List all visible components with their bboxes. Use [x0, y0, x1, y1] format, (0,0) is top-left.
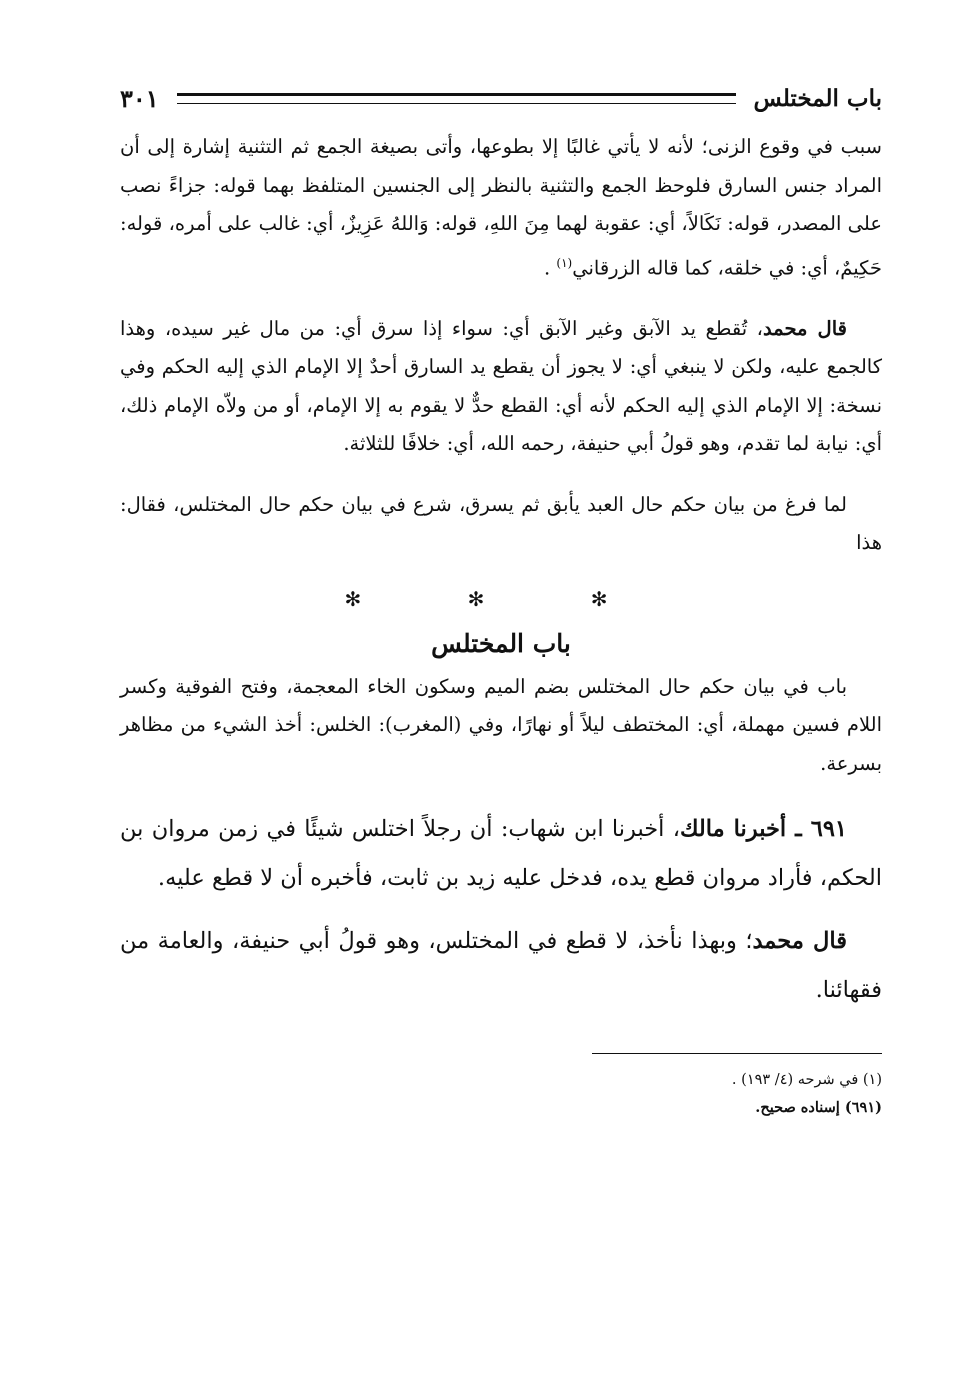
footnote-2: (٦٩١) إسناده صحيح.	[755, 1099, 882, 1116]
section-title: باب المختلس	[431, 628, 571, 658]
section-intro: باب في بيان حكم حال المختلس بضم الميم وسكون الخاء المعجمة، وفتح الفوقية وكسر اللام فسين مهملة، أي: المختطف ليلاً أو نهارًا، وفي (المغرب): الخلس: أخذ الشيء من مظاهر بسرعة.	[120, 674, 882, 775]
paragraph-end: .	[544, 256, 557, 279]
hadith-number: ٦٩١	[810, 816, 847, 842]
hadith-body: ، أخبرنا ابن شهاب: أن رجلاً اختلس شيئًا في زمن مروان بن الحكم، فأراد مروان قطع يده، فدخل عليه زيد بن ثابت، فأخبره أن لا قطع عليه.	[120, 816, 882, 891]
page-body	[120, 78, 882, 1122]
hadith-narrator: أخبرنا مالك	[679, 816, 787, 842]
paragraph-text: سبب في وقوع الزنى؛ لأنه لا يأتي غالبًا إلا بطوعها، وأتى بصيغة الجمع ثم التثنية إشارة إلى أن المراد جنس السارق فلوحظ الجمع والتثنية بالنظر إلى الجنسين المتلفظ بهما قوله: جزاءً نصب على المصدر، قوله: نَكَالاً، أي: عقوبة لهما مِنَ اللهِ، قوله: وَاللهُ عَزِيزٌ، أي: غالب على أمره، قوله: حَكِيمٌ، أي: في خلقه، كما قاله الزرقاني	[120, 135, 882, 279]
paragraph-commentary-3: لما فرغ من بيان حكم حال العبد يأبق ثم يسرق، شرع في بيان حكم حال المختلس، فقال: هذا	[120, 492, 882, 554]
footnote-rule	[592, 1053, 882, 1054]
footnote-ref: (١)	[556, 255, 573, 270]
section-separator: ✻ ✻ ✻	[344, 586, 658, 611]
page-header	[120, 78, 882, 118]
header-rule	[177, 93, 736, 104]
paragraph-commentary-2	[120, 310, 882, 464]
speaker-label: قال محمد	[762, 316, 847, 340]
running-title: باب المختلس	[753, 84, 882, 112]
footnote-1: (١) في شرحه (٤/ ١٩٣) .	[731, 1072, 882, 1088]
hadith-text: ٦٩١ ـ أخبرنا مالك، أخبرنا ابن شهاب: أن رجلاً اختلس شيئًا في زمن مروان بن الحكم، فأراد مروان قطع يده، فدخل عليه زيد بن ثابت، فأخبره أن لا قطع عليه.	[120, 816, 882, 891]
page-number: ٣٠١	[120, 83, 159, 113]
closing-paragraph	[120, 917, 882, 1015]
speaker-label: قال محمد	[752, 928, 848, 954]
paragraph-commentary-1	[120, 128, 882, 288]
paragraph-text: ، تُقطع يد الآبق وغير الآبق أي: سواء إذا سرق أي: من مال غير سيده، وهذا كالجمع عليه، ولكن لا ينبغي أي: لا يجوز أن يقطع يد السارق أحدٌ إلا الإمام الذي إليه الحكم وفي نسخة: إلا الإمام الذي إليه الحكم لأنه أي: القطع حدٌّ لا يقوم به إلا الإمام، أو من ولاّه الإمام ذلك، أي: نيابة لما تقدم، وهو قولُ أبي حنيفة، رحمه الله، أي: خلافًا للثلاثة.	[120, 316, 882, 455]
closing-text: ؛ وبهذا نأخذ، لا قطع في المختلس، وهو قولُ أبي حنيفة، والعامة من فقهائنا.	[120, 928, 882, 1003]
